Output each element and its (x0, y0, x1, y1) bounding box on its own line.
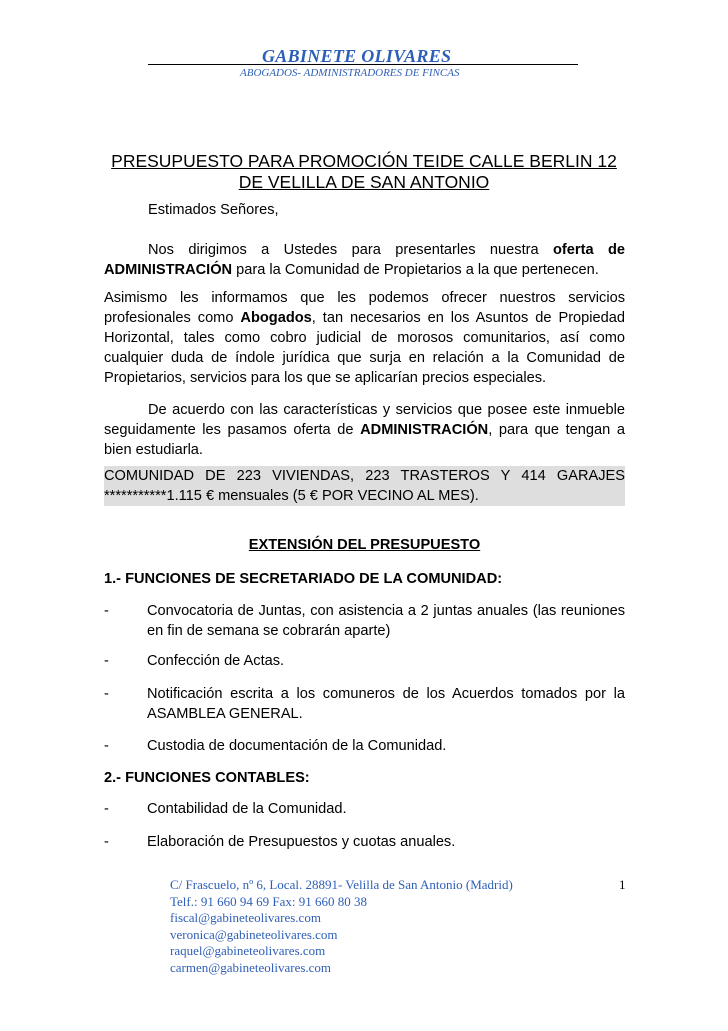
offer-text-a: De acuerdo con las características y servicios que posee este inmueble seguidamente les pasamos oferta de (104, 402, 625, 438)
offer-text-c: , para que tengan a bien estudiarla. (104, 422, 625, 458)
footer-address: C/ Frascuelo, nº 6, Local. 28891- Velilla de San Antonio (Madrid) (170, 877, 513, 892)
bullet-dash: - (104, 653, 109, 669)
bullet-dash: - (104, 834, 109, 850)
list-item-text: Elaboración de Presupuestos y cuotas anuales. (147, 834, 456, 850)
footer-email[interactable]: veronica@gabineteolivares.com (170, 926, 338, 942)
section-heading-contables: 2.- FUNCIONES CONTABLES: (104, 770, 310, 786)
footer-phones: Telf.: 91 660 94 69 Fax: 91 660 80 38 (170, 893, 367, 909)
document-title (104, 151, 624, 193)
intro-text-a: Nos dirigimos a Ustedes para presentarles nuestra (148, 242, 554, 258)
offer-line1: COMUNIDAD DE 223 VIVIENDAS, 223 TRASTEROS Y 414 GARAJES (104, 468, 625, 484)
intro-text-bold: oferta de ADMINISTRACIÓN (104, 242, 625, 278)
list-item (104, 799, 625, 819)
section-title: EXTENSIÓN DEL PRESUPUESTO (248, 537, 481, 553)
services-text-c: , tan necesarios en los Asuntos de Propiedad Horizontal, tales como cobro judicial de morosos comunitarios, así como cualquier duda de índole jurídica que surja en relación a la Comunidad de Propietarios, servicios para los que se aplicarían precios especiales. (104, 310, 625, 386)
offer-line2: ***********1.115 € mensuales (5 € POR VECINO AL MES). (104, 488, 479, 504)
list-item-text: Custodia de documentación de la Comunidad. (147, 738, 447, 754)
document-title-line1: PRESUPUESTO PARA PROMOCIÓN TEIDE CALLE BERLIN 12 (111, 151, 617, 171)
bullet-dash: - (104, 738, 109, 754)
footer-email[interactable]: raquel@gabineteolivares.com (170, 943, 326, 958)
offer-text-bold: ADMINISTRACIÓN (360, 422, 489, 438)
section-heading-secretariado: 1.- FUNCIONES DE SECRETARIADO DE LA COMUNIDAD: (104, 571, 503, 587)
list-item-text: Confección de Actas. (147, 653, 285, 669)
services-paragraph (104, 288, 625, 388)
list-item (104, 684, 625, 724)
list-item (104, 601, 625, 641)
services-text-bold: Abogados (240, 310, 312, 326)
bullet-dash: - (104, 603, 109, 619)
list-item-text: Contabilidad de la Comunidad. (147, 801, 347, 817)
intro-text-c: para la Comunidad de Propietarios a la que pertenecen. (232, 262, 599, 278)
footer-email[interactable]: fiscal@gabineteolivares.com (170, 910, 321, 925)
list-item (104, 832, 625, 852)
firm-subtitle: ABOGADOS- ADMINISTRADORES DE FINCAS (240, 67, 460, 79)
footer-contact (170, 877, 513, 976)
header-rule (148, 64, 578, 65)
list-item (104, 736, 625, 756)
offer-highlight (104, 466, 625, 506)
firm-name: GABINETE OLIVARES (262, 46, 452, 66)
services-text-a: Asimismo les informamos que les podemos ofrecer nuestros servicios profesionales como (104, 290, 625, 326)
list-item-text: Notificación escrita a los comuneros de los Acuerdos tomados por la ASAMBLEA GENERAL. (147, 686, 625, 722)
footer-email[interactable]: carmen@gabineteolivares.com (170, 959, 332, 975)
intro-paragraph (104, 240, 625, 280)
list-item (104, 651, 625, 671)
offer-paragraph (104, 400, 625, 460)
bullet-dash: - (104, 801, 109, 817)
list-item-text: Convocatoria de Juntas, con asistencia a 2 juntas anuales (las reuniones en fin de semana se cobrarán aparte) (147, 603, 625, 639)
bullet-dash: - (104, 686, 109, 702)
page-number: 1 (619, 877, 626, 892)
greeting: Estimados Señores, (148, 202, 279, 218)
document-title-line2: DE VELILLA DE SAN ANTONIO (238, 172, 490, 192)
